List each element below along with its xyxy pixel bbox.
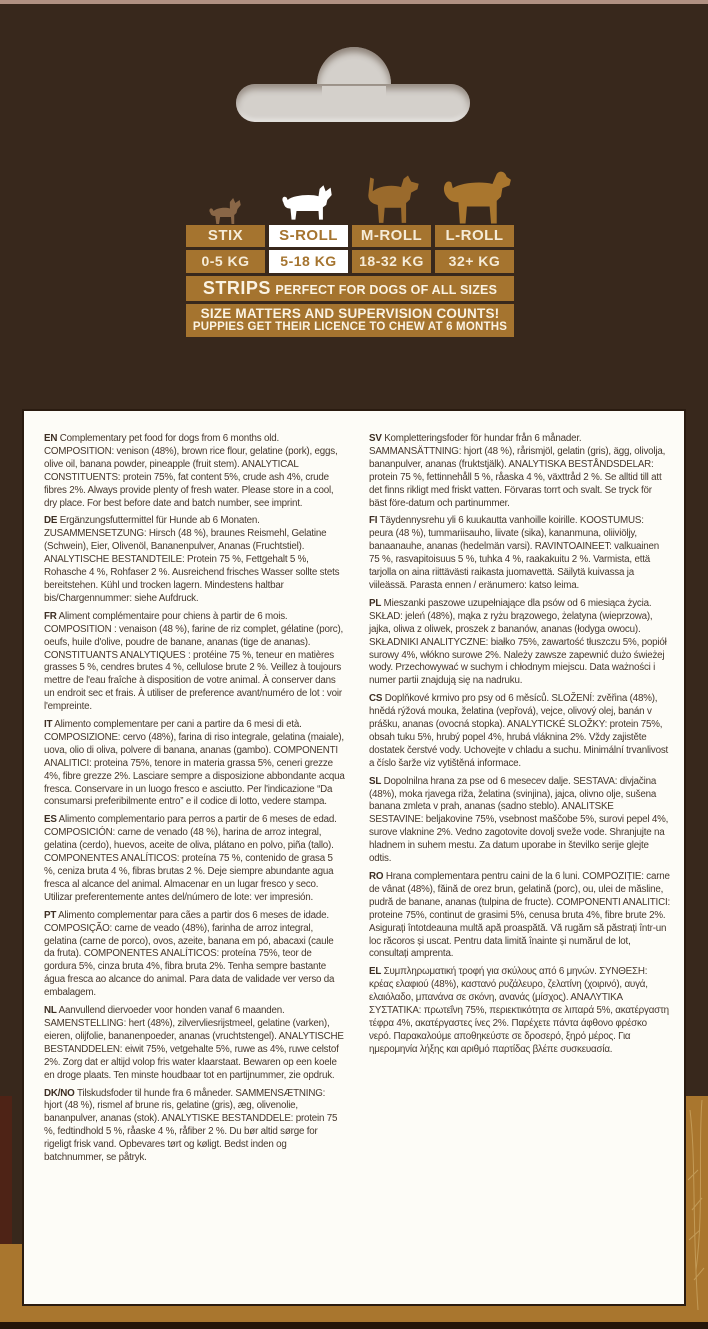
size-weight-l-roll: 32+ KG [435, 250, 514, 273]
lang-paragraph-it [44, 719, 345, 809]
lang-code-cs: CS [369, 693, 383, 705]
size-weight-s-roll: 5-18 KG [269, 250, 348, 273]
retriever-icon [440, 167, 518, 227]
lang-text-en: Complementary pet food for dogs from 6 months old. COMPOSITION: venison (48%), brown rice flour, gelatine (pork), eggs, olive oil, banana powder, pineapple (fruit stem). ANALYTICAL CONSTITUENTS: protein 75%, fat content 5%, crude ash 4%, crude fibres 2%. Always provide plenty of fresh water. Please store in a cool, dry place. For best before date and batch number, see imprint. [44, 433, 338, 509]
package-left-gold-edge [0, 1244, 22, 1306]
chihuahua-icon [206, 196, 244, 226]
lang-paragraph-sl [369, 776, 670, 866]
lang-paragraph-sv [369, 433, 670, 510]
info-right-column [369, 433, 670, 1170]
lang-paragraph-dk-no [44, 1088, 345, 1165]
lang-code-ro: RO [369, 871, 384, 882]
lang-text-el: Συμπληρωματική τροφή για σκύλους από 6 μηνών. ΣΥΝΘΕΣΗ: κρέας ελαφιού (48%), καστανό ρυζάλευρο, ζελατίνη (χοιρινό), αυγά, ελαιόλαδο, μπανάνα σε σκόνη, ανανάς (μίσχος). ΑΝΑΛΥΤΙΚΑ ΣΥΣΤΑΤΙΚΑ: πρωτεΐνη 75%, περιεκτικότητα σε λιπαρά 5%, ακατέργαστη τέφρα 4%, ακατέργαστες ίνες 2%. Παρέχετε πάντα άφθονο φρέσκο νερό. Παρακαλούμε αποθηκεύστε σε δροσερό, ξηρό μέρος. Για ημερομηνία λήξης και αριθμό παρτίδας βλέπε συσκευασία. [369, 966, 669, 1055]
ingredients-panel [22, 409, 686, 1306]
lang-text-pt: Alimento complementar para cães a partir dos 6 meses de idade. COMPOSIÇÃO: carne de veado (48%), farinha de arroz integral, gelatina (carne de porco), ovos, azeite, banana em pó, abacaxi (caule da fruta). COMPONENTES ANALÍTICOS: proteína 75%, teor de gordura 5%, cinza bruta 4%, fibra bruta 2%. Tenha sempre bastante água fresca ao alcance do animal. Para data de validade ver verso da embalagem. [44, 909, 335, 999]
lang-code-nl: NL [44, 1005, 57, 1017]
wheat-sketch-decoration [686, 1100, 708, 1322]
size-name-l-roll: L-ROLL [435, 225, 514, 247]
product-name: STRIPS [202, 278, 271, 298]
lang-code-fr: FR [44, 610, 57, 622]
lang-code-sv: SV [369, 433, 382, 444]
lang-code-pl: PL [369, 597, 382, 609]
lang-code-it: IT [44, 719, 53, 731]
lang-text-sv: Kompletteringsfoder för hundar från 6 månader. SAMMANSÄTTNING: hjort (48 %), rårismjöl, gelatin (gris), ägg, olivolja, bananpulver, ananas (fruktstjälk). ANALYTISKA BESTÅNDSDELAR: protein 75 %, fettinnehåll 5 %, råaska 4 %, växttråd 2 %. Se alltid till att det finns rikligt med friskt vatten. Förvaras torrt och svalt. Se tryck för bäst före-datum och partinummer. [369, 433, 666, 509]
lang-text-sl: Dopolnilna hrana za pse od 6 mesecev dalje. SESTAVA: divjačina (48%), moka rjavega riža, želatina (svinjina), jajca, olivno olje, sušena banana zmleta v prah, ananas (sadno steblo). ANALITSKE SESTAVINE: beljakovine 75%, vsebnost maščobe 5%, surovi pepel 4%, surove vlaknine 2%. Vedno zagotovite dovolj sveže vode. Shranjujte na hladnem in suhem mestu. Za datum uporabe in številko serije glejte odtis. [369, 775, 669, 865]
lang-paragraph-ro [369, 871, 670, 961]
lang-code-dk-no: DK/NO [44, 1087, 75, 1099]
package-bottom-gold-band [0, 1306, 708, 1322]
lang-code-de: DE [44, 515, 58, 527]
lang-code-en: EN [44, 433, 58, 444]
package-top-edge [0, 0, 708, 4]
lang-text-pl: Mieszanki paszowe uzupełniające dla psów od 6 miesiąca życia. SKŁAD: jeleń (48%), mąka z ryżu brązowego, żelatyna (wieprzowa), jajka, oliwa z oliwek, proszek z bananów, ananas (łodyga owocu). SKŁADNIKI ANALITYCZNE: białko 75%, zawartość tłuszczu 5%, popiół surowy 4%, włókno surowe 2%. Należy zawsze zapewnić dużo świeżej wody. Przechowywać w suchym i chłodnym miejscu. Data ważności i numer partii znajdują się na nadruku. [369, 597, 667, 687]
lang-text-it: Alimento complementare per cani a partire da 6 mesi di età. COMPOSIZIONE: cervo (48%), farina di riso integrale, gelatina (maiale), uova, olio di oliva, polvere di banana, ananas (gambo). COMPONENTI ANALITICI: proteina 75%, tenore in materia grassa 5%, ceneri grezze 4%, fibre grezze 2%. Lasciare sempre a disposizione abbondante acqua fresca. Conservare in un luogo fresco e asciutto. Per l'indicazione “Da consumarsi preferibilmente entro” e il codice di lotto, vedere stampa. [44, 719, 345, 808]
lang-text-dk-no: Tilskudsfoder til hunde fra 6 måneder. SAMMENSÆTNING: hjort (48 %), rismel af brune ris, gelatine (gris), æg, olivenolie, bananpulver, ananas (stok). ANALYTISKE BESTANDDELE: protein 75 %, fedtindhold 5 %, råaske 4 %, råfiber 2 %. Du bør altid sørge for rigeligt frisk vand. Opbevares tørt og køligt. Bedst inden og batchnummer, se påtryk. [44, 1087, 338, 1164]
lang-text-nl: Aanvullend diervoeder voor honden vanaf 6 maanden. SAMENSTELLING: hert (48%), zilvervliesrijstmeel, gelatine (varken), eieren, olijfolie, bananenpoeder, ananas (vruchtstengel). ANALYTISCHE BESTANDDELEN: eiwit 75%, vetgehalte 5%, ruwe as 4%, ruwe celstof 2%. Zorg dat er altijd volop fris water klaarstaat. Bewaren op een koele en droge plaats. Ten minste houdbaar tot en partijnummer, zie opdruk. [44, 1005, 344, 1081]
lang-text-cs: Doplňkové krmivo pro psy od 6 měsíců. SLOŽENÍ: zvěřina (48%), hnědá rýžová mouka, želatina (vepřová), vejce, olivový olej, banán v prášku, ananas (ovocná stopka). ANALYTICKÉ SLOŽKY: protein 75%, obsah tuku 5%, hrubý popel 4%, hrubá vláknina 2%. Vždy zajistěte dostatek čerstvé vody. Uchovejte v chladu a suchu. Minimální trvanlivost a číslo šarže viz vytištěná informace. [369, 693, 669, 769]
package-left-edge [0, 1096, 12, 1244]
info-left-column [44, 433, 345, 1170]
hang-hole [322, 86, 386, 116]
size-name-stix: STIX [186, 225, 265, 247]
lang-code-es: ES [44, 814, 57, 826]
product-tagline: PERFECT FOR DOGS OF ALL SIZES [275, 283, 498, 297]
supervision-line2: PUPPIES GET THEIR LICENCE TO CHEW AT 6 MONTHS [192, 321, 508, 333]
size-chart-names-row [186, 225, 514, 247]
lang-paragraph-en [44, 433, 345, 510]
lang-paragraph-fr [44, 611, 345, 714]
lang-paragraph-nl [44, 1005, 345, 1082]
lang-text-de: Ergänzungsfuttermittel für Hunde ab 6 Monaten. ZUSAMMENSETZUNG: Hirsch (48 %), braunes Reismehl, Gelatine (Schwein), Eier, Olivenöl, Bananenpulver, Ananas (Fruchtstiel). ANALYTISCHE BESTANDTEILE: Protein 75 %, Fettgehalt 5 %, Rohasche 4 %, Rohfaser 2 %. Ausreichend frisches Wasser sollte stets bereitstehen. Kühl und trocken lagern. Mindestens haltbar bis/Chargennummer: siehe Aufdruck. [44, 515, 340, 604]
lang-paragraph-de [44, 515, 345, 605]
lang-text-es: Alimento complementario para perros a partir de 6 meses de edad. COMPOSICIÓN: carne de venado (48 %), harina de arroz integral, gelatina (cerdo), huevos, aceite de oliva, plátano en polvo, piña (tallo). COMPONENTES ANALÍTICOS: proteína 75 %, contenido de grasa 5 %, ceniza bruta 4 %, fibras brutas 2 %. Deje siempre abundante agua fresca al alcance del animal. Almacenar en un lugar fresco y seco. Utilizar preferentemente antes del/número de lote: ver impresión. [44, 814, 337, 903]
lang-code-pt: PT [44, 909, 57, 921]
terrier-icon [362, 172, 425, 227]
lang-text-fr: Aliment complémentaire pour chiens à partir de 6 mois. COMPOSITION : venaison (48 %), farine de riz complet, gélatine (porc), oeufs, huile d'olive, poudre de banane, ananas (tige de ananas). CONSTITUANTS ANALYTIQUES : protéine 75 %, teneur en matières grasses 5 %, cendres brutes 4 %, cellulose brute 2 %. Veillez à toujours mettre de l'eau fraîche à disposition de votre animal. À conserver dans un endroit sec et frais. À utiliser de preference avant/numéro de lot : voir l'empreinte. [44, 610, 344, 713]
size-name-s-roll: S-ROLL [269, 225, 348, 247]
supervision-banner [186, 304, 514, 337]
lang-text-fi: Täydennysrehu yli 6 kuukautta vanhoille koirille. KOOSTUMUS: peura (48 %), tummariisauho, liivate (sika), kananmuna, oliiviöljy, banaanauhe, ananas (hedelmän varsi). RAVINTOAINEET: valkuainen 75 %, rasvapitoisuus 5 %, tuhka 4 %, raakakuitu 2 %. Varmista, että tarjolla on aina riittävästi raikasta juomavettä. Säilytä kuivassa ja viileässä. Parasta ennen / eränumero: katso leima. [369, 515, 660, 591]
lang-text-ro: Hrana complementara pentru caini de la 6 luni. COMPOZIȚIE: carne de vânat (48%), făină de orez brun, gelatină (porc), ou, ulei de măsline, pudră de banane, ananas (tulpina de fructe). COMPONENTI ANALITICI: proteine 75%, continut de grasimi 5%, cenusa bruta 4%, fibre brute 2%. Asigurați întotdeauna multă apă proaspătă. Vă rugăm să păstrați într-un loc răcoros și uscat. Pentru data limită înainte și numărul de lot, consultați amprenta. [369, 871, 670, 960]
lang-paragraph-fi [369, 515, 670, 592]
lang-paragraph-es [44, 814, 345, 904]
lang-paragraph-el [369, 966, 670, 1056]
strips-banner [186, 276, 514, 301]
lang-paragraph-cs [369, 693, 670, 770]
lang-code-sl: SL [369, 775, 382, 787]
size-chart-weights-row [186, 250, 514, 273]
corgi-icon [280, 184, 335, 227]
size-weight-m-roll: 18-32 KG [352, 250, 431, 273]
lang-paragraph-pl [369, 598, 670, 688]
lang-code-el: EL [369, 966, 382, 978]
package-bottom-edge [0, 1322, 708, 1329]
size-name-m-roll: M-ROLL [352, 225, 431, 247]
size-weight-stix: 0-5 KG [186, 250, 265, 273]
supervision-line1: SIZE MATTERS AND SUPERVISION COUNTS! [200, 306, 500, 321]
lang-paragraph-pt [44, 910, 345, 1000]
lang-code-fi: FI [369, 515, 378, 527]
